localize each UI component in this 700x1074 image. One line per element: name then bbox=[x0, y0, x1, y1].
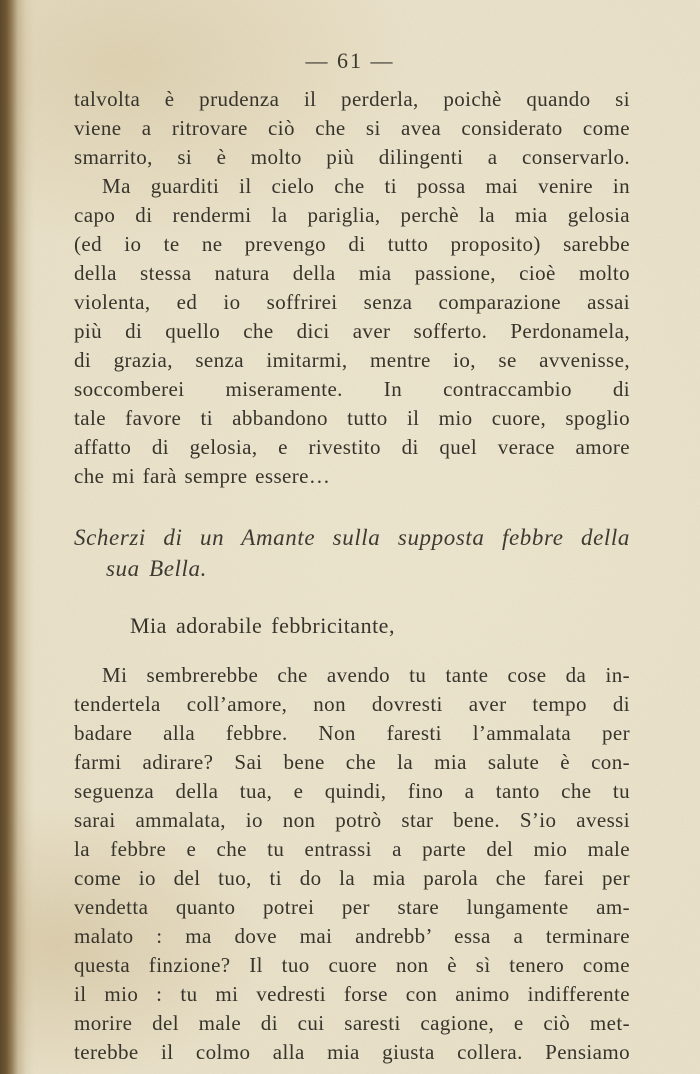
text-line: farmi adirare? Sai bene che la mia salute è con- bbox=[74, 750, 630, 774]
text-line: più di quello che dici aver sofferto. Perdonamela, bbox=[74, 319, 630, 343]
page-number: — 61 — bbox=[305, 48, 395, 73]
text-column bbox=[74, 85, 630, 1067]
salutation: Mia adorabile febbricitante, bbox=[130, 613, 395, 638]
text-line: capo di rendermi la pariglia, perchè la mia gelosia bbox=[74, 203, 630, 227]
paragraph bbox=[74, 85, 630, 172]
text-line: Ma guarditi il cielo che ti possa mai venire in bbox=[102, 174, 630, 198]
text-line: violenta, ed io soffrirei senza comparazione assai bbox=[74, 290, 630, 314]
book-spine-shadow bbox=[0, 0, 34, 1074]
text-line: terebbe il colmo alla mia giusta collera. Pensiamo bbox=[74, 1040, 630, 1064]
text-line: (ed io te ne prevengo di tutto proposito) sarebbe bbox=[74, 232, 630, 256]
text-line: come io del tuo, ti do la mia parola che farei per bbox=[74, 866, 630, 890]
text-line: sarai ammalata, io non potrò star bene. S’io avessi bbox=[74, 808, 630, 832]
text-line: questa finzione? Il tuo cuore non è sì tenero come bbox=[74, 953, 630, 977]
text-line: tale favore ti abbandono tutto il mio cuore, spoglio bbox=[74, 406, 630, 430]
text-line: vendetta quanto potrei per stare lungamente am- bbox=[74, 895, 630, 919]
paragraph bbox=[74, 661, 630, 1067]
text-line: il mio : tu mi vedresti forse con animo indifferente bbox=[74, 982, 630, 1006]
text-line: badare alla febbre. Non faresti l’ammalata per bbox=[74, 721, 630, 745]
section-heading-line: Scherzi di un Amante sulla supposta febbre della bbox=[74, 525, 630, 550]
text-line: affatto di gelosia, e rivestito di quel verace amore bbox=[74, 435, 630, 459]
section-heading-line: sua Bella. bbox=[106, 556, 207, 581]
text-line: morire del male di cui saresti cagione, e ciò met- bbox=[74, 1011, 630, 1035]
text-line: seguenza della tua, e quindi, fino a tanto che tu bbox=[74, 779, 630, 803]
paragraph bbox=[74, 172, 630, 491]
text-line: talvolta è prudenza il perderla, poichè quando si bbox=[74, 87, 630, 111]
text-line: che mi farà sempre essere… bbox=[74, 464, 331, 488]
section-heading bbox=[74, 522, 630, 584]
text-line: la febbre e che tu entrassi a parte del mio male bbox=[74, 837, 630, 861]
text-line: smarrito, si è molto più dilingenti a conservarlo. bbox=[74, 145, 630, 169]
text-line: viene a ritrovare ciò che si avea considerato come bbox=[74, 116, 630, 140]
text-line: tendertela coll’amore, non dovresti aver tempo di bbox=[74, 692, 630, 716]
text-line: di grazia, senza imitarmi, mentre io, se avvenisse, bbox=[74, 348, 630, 372]
letter-body-text bbox=[74, 661, 630, 1067]
body-text bbox=[74, 85, 630, 491]
text-line: malato : ma dove mai andrebb’ essa a terminare bbox=[74, 924, 630, 948]
text-line: della stessa natura della mia passione, cioè molto bbox=[74, 261, 630, 285]
text-line: soccomberei miseramente. In contraccambio di bbox=[74, 377, 630, 401]
text-line: Mi sembrerebbe che avendo tu tante cose da in- bbox=[102, 663, 630, 687]
